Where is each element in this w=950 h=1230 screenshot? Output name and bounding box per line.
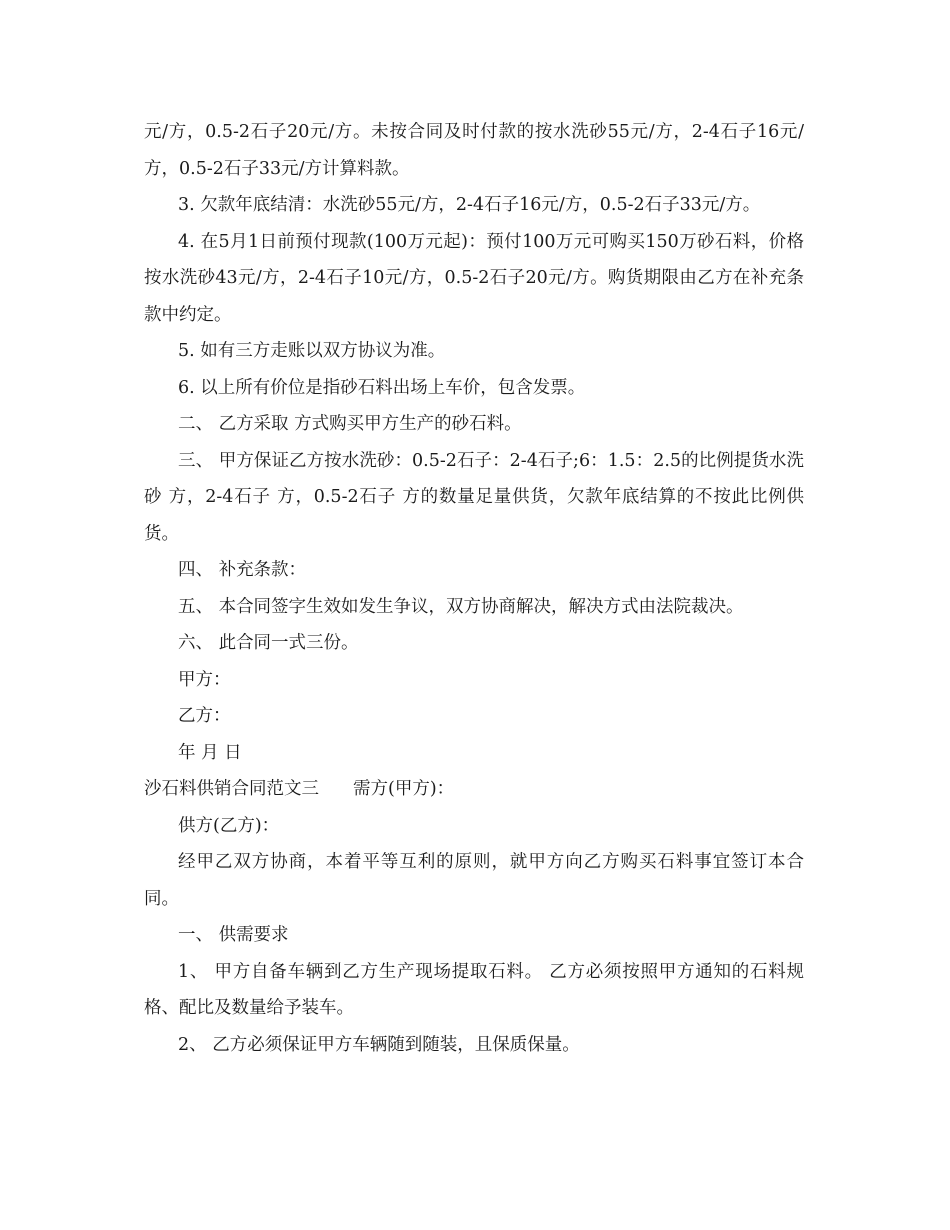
clause-one-item-2: 2、 乙方必须保证甲方车辆随到随装，且保质保量。 xyxy=(178,1034,580,1055)
clause-six: 六、 此合同一式三份。 xyxy=(178,633,359,653)
paragraph-price-terms: 元/方，0.5-2石子20元/方。未按合同及时付款的按水洗砂55元/方，2-4石子16元/方，0.5-2石子33元/方计算料款。 xyxy=(144,122,804,179)
section-heading-line xyxy=(144,771,804,808)
signature-party-b: 乙方： xyxy=(178,706,231,726)
paragraph-item-6: 6. 以上所有价位是指砂石料出场上车价，包含发票。 xyxy=(178,377,586,398)
paragraph-preamble: 经甲乙双方协商，本着平等互利的原则，就甲方向乙方购买石料事宜签订本合同。 xyxy=(144,852,804,909)
paragraph-item-5: 5. 如有三方走账以双方协议为准。 xyxy=(178,341,446,361)
paragraph-item-3: 3. 欠款年底结清：水洗砂55元/方，2-4石子16元/方，0.5-2石子33元/方。 xyxy=(178,195,761,215)
paragraph-item-4: 4. 在5月1日前预付现款(100万元起)：预付100万元可购买150万砂石料，价格按水洗砂43元/方，2-4石子10元/方，0.5-2石子20元/方。购货期限由乙方在补充条款中约定。 xyxy=(144,231,804,325)
clause-one-heading: 一、 供需要求 xyxy=(178,925,289,945)
document-body xyxy=(144,114,804,1063)
supplier-party-b: 供方(乙方)： xyxy=(178,815,280,836)
clause-five: 五、 本合同签字生效如发生争议，双方协商解决，解决方式由法院裁决。 xyxy=(178,596,744,617)
clause-one-item-1: 1、 甲方自备车辆到乙方生产现场提取石料。 乙方必须按照甲方通知的石料规格、配比及数量给予装车。 xyxy=(144,961,804,1018)
clause-three: 三、 甲方保证乙方按水洗砂：0.5-2石子：2-4石子;6：1.5：2.5的比例提货水洗砂 方，2-4石子 方，0.5-2石子 方的数量足量供货，欠款年底结算的不按此比例供货。 xyxy=(144,450,804,544)
clause-two: 二、 乙方采取 方式购买甲方生产的砂石料。 xyxy=(178,414,522,434)
signature-party-a: 甲方： xyxy=(178,669,231,690)
section-title: 沙石料供销合同范文三 xyxy=(144,779,319,799)
clause-four: 四、 补充条款： xyxy=(178,560,307,580)
section-party-a: 需方(甲方)： xyxy=(353,779,455,799)
signature-date: 年 月 日 xyxy=(178,742,242,763)
